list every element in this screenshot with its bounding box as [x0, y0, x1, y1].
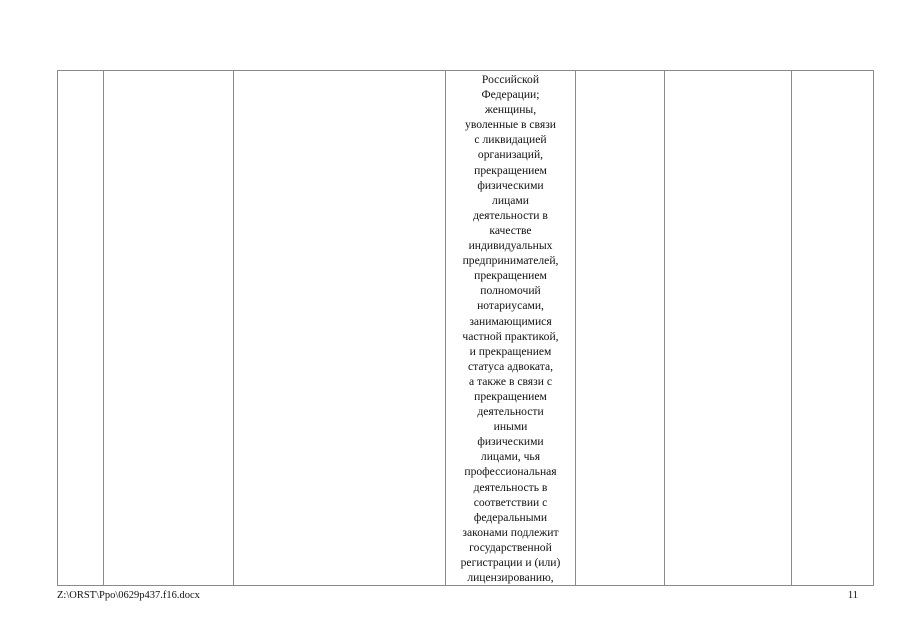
- cell-text-line: лицами, чья: [480, 450, 541, 464]
- cell-text-line: соответствии с: [473, 495, 548, 509]
- table-cell-col5: [576, 71, 665, 586]
- cell-text-line: а также в связи с: [469, 374, 552, 388]
- cell-text-line: деятельности: [477, 405, 544, 419]
- table-cell-col2: [104, 71, 234, 586]
- cell-text-line: полномочий: [480, 284, 541, 298]
- cell-text-line: частной практикой,: [462, 329, 559, 343]
- cell-text-line: и прекращением: [469, 344, 552, 358]
- table-cell-col7: [792, 71, 874, 586]
- cell-text-line: физическими: [477, 435, 544, 449]
- cell-text-line: женщины,: [484, 103, 537, 117]
- cell-text-line: уволенные в связи: [465, 118, 556, 132]
- cell-text-block: [446, 71, 575, 585]
- cell-text-line: Российской: [481, 73, 540, 86]
- cell-text-line: Федерации;: [481, 88, 540, 102]
- cell-text-line: профессиональная: [464, 465, 557, 479]
- cell-text-line: законами подлежит: [462, 525, 559, 539]
- table-row: [58, 71, 874, 586]
- cell-text-line: деятельности в: [473, 208, 548, 222]
- cell-text-line: прекращением: [474, 163, 547, 177]
- cell-text-line: федеральными: [473, 510, 548, 524]
- cell-text-line: физическими: [477, 178, 544, 192]
- cell-text-line: качестве: [489, 223, 532, 237]
- cell-text-line: индивидуальных: [468, 239, 553, 253]
- table-cell-col4: [446, 71, 576, 586]
- cell-text-line: прекращением: [474, 269, 547, 283]
- cell-text-line: регистрации и (или): [460, 556, 561, 569]
- cell-text-line: лицензированию,: [467, 571, 554, 585]
- table-cell-col3: [234, 71, 446, 586]
- cell-text-line: лицами: [492, 193, 529, 207]
- cell-text-line: с ликвидацией: [474, 133, 547, 147]
- cell-text-line: организаций,: [477, 148, 544, 162]
- table-cell-col6: [665, 71, 792, 586]
- cell-text-line: прекращением: [474, 389, 547, 403]
- cell-text-line: статуса адвоката,: [467, 359, 554, 373]
- cell-text-line: предпринимателей,: [462, 254, 559, 268]
- document-table: [57, 70, 874, 586]
- table-cell-col1: [58, 71, 104, 586]
- cell-text-line: занимающимися: [469, 314, 552, 328]
- cell-text-line: деятельность в: [473, 480, 548, 494]
- cell-text-line: иными: [493, 420, 528, 434]
- footer-page-number: 11: [847, 590, 858, 601]
- cell-text-line: государственной: [469, 540, 552, 554]
- cell-text-line: нотариусами,: [477, 299, 544, 313]
- footer-file-path: Z:\ORST\Ppo\0629p437.f16.docx: [57, 590, 200, 601]
